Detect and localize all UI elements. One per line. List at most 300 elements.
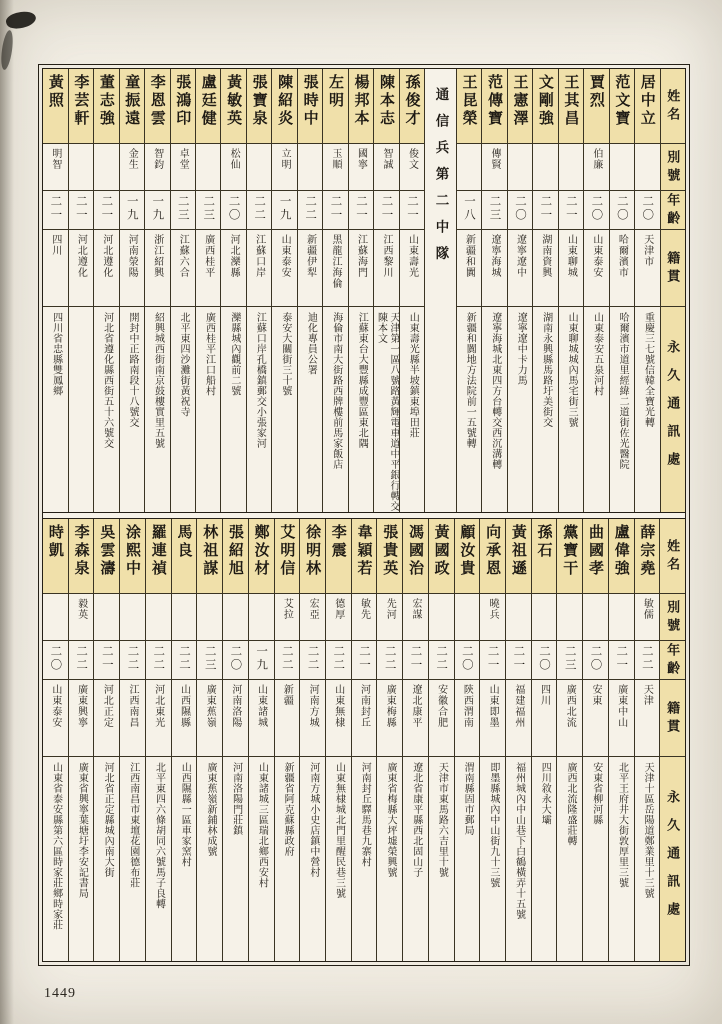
person-address-cell <box>609 756 634 962</box>
person-column <box>172 519 198 962</box>
person-address: 山西隰縣一區車家窯村 <box>179 761 191 867</box>
person-column <box>557 519 583 962</box>
person-address-cell <box>171 306 195 512</box>
person-column <box>508 69 533 512</box>
person-alias: 卓堂 <box>177 148 189 170</box>
person-address-cell <box>247 306 271 512</box>
person-address: 灤縣城內觀前二號 <box>228 312 240 396</box>
person-native-place: 廣東中山 <box>615 683 627 728</box>
person-address: 天津第一區八號路黃輝電車道中平銀行轉交陳本文 <box>375 312 399 512</box>
person-address-cell <box>249 756 274 962</box>
person-age-cell <box>584 190 608 229</box>
person-native-place: 新疆 <box>281 683 293 706</box>
header-address-cell <box>660 756 685 962</box>
person-alias: 國寧 <box>355 148 367 170</box>
person-age: 二三 <box>488 195 501 222</box>
person-alias: 德厚 <box>332 597 344 620</box>
person-address: 廣東省興寧葉塘圩李安記書局 <box>76 761 88 898</box>
unit-column <box>425 69 457 512</box>
person-alias-cell <box>275 593 300 640</box>
person-alias-cell <box>223 593 248 640</box>
header-alias-cell <box>660 593 685 640</box>
person-address: 渭南縣固市郵局 <box>462 761 474 835</box>
person-name-cell <box>94 519 119 593</box>
person-address: 遼北省康平縣西北固山子 <box>410 761 422 877</box>
person-alias-cell <box>221 143 245 190</box>
person-native-place: 廣東興寧 <box>75 683 87 728</box>
person-alias-cell <box>352 593 377 640</box>
unit-label: 通信兵第二中隊 <box>433 87 449 273</box>
person-native-place: 河南方城 <box>307 683 319 728</box>
person-alias-cell <box>609 593 634 640</box>
person-age: 二二 <box>304 195 317 222</box>
person-address-cell <box>69 756 94 962</box>
person-address: 福州城內中山巷下白鶴橫弄十五號 <box>513 761 525 919</box>
person-address: 開封中正路南段十八號交 <box>127 312 139 428</box>
person-age: 二二 <box>75 644 88 672</box>
person-native-cell <box>94 679 119 756</box>
person-name: 薛宗堯 <box>638 523 655 578</box>
person-column <box>533 69 558 512</box>
person-native-place: 安東 <box>589 683 601 706</box>
person-native-cell <box>557 679 582 756</box>
person-alias-cell <box>559 143 583 190</box>
person-native-place: 江西南昌 <box>127 683 139 728</box>
person-native-place: 河北正定 <box>101 683 113 728</box>
person-name: 左明 <box>327 74 344 110</box>
person-name-cell <box>557 519 582 593</box>
person-age: 二〇 <box>227 195 240 222</box>
header-alias-label: 別號 <box>665 599 681 636</box>
person-column <box>400 69 425 512</box>
person-name: 顧汝貴 <box>458 523 475 578</box>
person-age: 二〇 <box>590 195 603 222</box>
person-address-cell <box>197 756 222 962</box>
person-column <box>583 519 609 962</box>
person-age: 二一 <box>409 644 422 672</box>
person-native-place: 四川 <box>49 234 61 256</box>
person-name-cell <box>223 519 248 593</box>
person-age-cell <box>272 190 296 229</box>
person-address: 江西南昌市東壇花園德布莊 <box>127 761 139 888</box>
person-column <box>559 69 584 512</box>
person-address-cell <box>43 756 68 962</box>
person-name: 王其昌 <box>562 74 579 128</box>
person-native-cell <box>247 229 271 306</box>
person-native-cell <box>508 229 532 306</box>
header-native-label: 籍貫 <box>665 251 681 287</box>
person-alias-cell <box>69 143 93 190</box>
person-address-cell <box>506 756 531 962</box>
person-column <box>43 69 68 512</box>
person-address: 江蘇東台大豐縣成豐區東北隅 <box>356 312 368 449</box>
person-native-place: 陝西渭南 <box>461 683 473 728</box>
person-address-cell <box>275 756 300 962</box>
person-native-cell <box>609 679 634 756</box>
person-age: 二二 <box>177 644 190 672</box>
person-address-cell <box>635 306 659 512</box>
person-address-cell <box>455 756 480 962</box>
person-name-cell <box>533 69 557 143</box>
person-alias-cell <box>172 593 197 640</box>
person-name: 鄭汝材 <box>252 523 269 578</box>
person-address: 河南封丘驛馬巷九寨村 <box>359 761 371 867</box>
person-name-cell <box>120 69 144 143</box>
person-name-cell <box>94 69 118 143</box>
person-age: 二〇 <box>641 195 654 222</box>
person-alias-cell <box>298 143 322 190</box>
person-name-cell <box>610 69 634 143</box>
person-address: 天津市東馬路六吉里十號 <box>436 761 448 877</box>
person-alias-cell <box>323 143 347 190</box>
person-age-cell <box>69 640 94 679</box>
person-age-cell <box>403 640 428 679</box>
person-age-cell <box>146 640 171 679</box>
person-age-cell <box>43 640 68 679</box>
person-alias-cell <box>326 593 351 640</box>
person-name-cell <box>272 69 296 143</box>
person-native-cell <box>349 229 373 306</box>
person-alias-cell <box>145 143 169 190</box>
person-age: 二二 <box>253 195 266 222</box>
header-age-label: 年齡 <box>665 642 681 679</box>
person-age: 二一 <box>329 195 342 222</box>
person-native-cell <box>583 679 608 756</box>
person-address-cell <box>429 756 454 962</box>
person-name: 王昆榮 <box>460 74 477 128</box>
person-name: 李震 <box>329 523 346 560</box>
person-name: 文剛強 <box>536 74 553 128</box>
person-native-cell <box>196 229 220 306</box>
person-address-cell <box>146 756 171 962</box>
person-column <box>197 519 223 962</box>
person-age-cell <box>583 640 608 679</box>
person-native-place: 山東壽光 <box>406 234 418 278</box>
person-native-cell <box>221 229 245 306</box>
person-native-place: 天津市 <box>641 234 653 267</box>
person-column <box>532 519 558 962</box>
person-name-cell <box>455 519 480 593</box>
person-name: 盧廷健 <box>199 74 216 128</box>
person-name-cell <box>506 519 531 593</box>
person-name: 羅連禎 <box>149 523 166 578</box>
person-name: 黃敏英 <box>225 74 242 128</box>
person-alias-cell <box>635 143 659 190</box>
person-address: 山東聊城城內馬宅街三號 <box>566 312 578 428</box>
person-age: 二二 <box>306 644 319 672</box>
person-name-cell <box>69 69 93 143</box>
person-name-cell <box>429 519 454 593</box>
person-column <box>247 69 272 512</box>
person-native-cell <box>326 679 351 756</box>
person-alias-cell <box>249 593 274 640</box>
person-address: 廣東省梅縣大坪墟榮興號 <box>384 761 396 877</box>
person-address-cell <box>145 306 169 512</box>
person-native-cell <box>172 679 197 756</box>
person-age: 二二 <box>332 644 345 672</box>
person-address-cell <box>69 306 93 512</box>
person-name: 黨寶干 <box>561 523 578 578</box>
person-alias-cell <box>455 593 480 640</box>
person-age: 二一 <box>512 644 525 672</box>
person-address-cell <box>457 306 481 512</box>
person-alias-cell <box>120 143 144 190</box>
person-age: 二一 <box>539 195 552 222</box>
person-age: 二〇 <box>229 644 242 672</box>
person-address-cell <box>300 756 325 962</box>
person-name: 韋穎若 <box>355 523 372 578</box>
person-native-cell <box>249 679 274 756</box>
person-column <box>506 519 532 962</box>
person-native-cell <box>584 229 608 306</box>
person-native-cell <box>69 679 94 756</box>
person-column <box>272 69 297 512</box>
person-age-cell <box>43 190 67 229</box>
person-age: 二〇 <box>513 195 526 222</box>
ink-smudge <box>5 9 38 32</box>
person-address: 遼寧海城北東四方台轉交西沉溝轉 <box>489 312 501 470</box>
person-address-cell <box>120 306 144 512</box>
person-address: 北平東四六條胡同六號馬子良轉 <box>153 761 165 909</box>
person-native-place: 山東泰安 <box>49 683 61 728</box>
person-native-place: 江蘇海門 <box>355 234 367 278</box>
person-age: 二一 <box>49 195 62 222</box>
person-native-place: 廣西北流 <box>564 683 576 728</box>
person-address-cell <box>635 756 660 962</box>
person-column <box>249 519 275 962</box>
person-address: 山東無棣城北門里醒民巷三號 <box>333 761 345 898</box>
person-age-cell <box>557 640 582 679</box>
person-alias-cell <box>171 143 195 190</box>
person-address-cell <box>480 756 505 962</box>
person-native-cell <box>480 679 505 756</box>
person-address: 安東省柳河縣 <box>590 761 602 825</box>
person-alias: 先河 <box>384 597 396 620</box>
person-name-cell <box>323 69 347 143</box>
person-name-cell <box>171 69 195 143</box>
person-name-cell <box>532 519 557 593</box>
person-native-place: 河南封丘 <box>358 683 370 728</box>
person-alias-cell <box>533 143 557 190</box>
person-age: 二一 <box>380 195 393 222</box>
person-age-cell <box>172 640 197 679</box>
person-alias-cell <box>247 143 271 190</box>
person-name-cell <box>635 519 660 593</box>
person-column <box>221 69 246 512</box>
header-address-cell <box>661 306 685 512</box>
person-alias: 立明 <box>279 148 291 170</box>
person-address: 山東壽光縣半坡鎮東埠田莊 <box>407 312 419 438</box>
person-age: 二一 <box>486 644 499 672</box>
person-native-place: 浙江紹興 <box>151 234 163 278</box>
person-alias-cell <box>583 593 608 640</box>
person-age: 二三 <box>563 644 576 672</box>
person-alias-cell <box>43 143 67 190</box>
person-name: 童振遠 <box>123 74 140 128</box>
person-name-cell <box>69 519 94 593</box>
person-address: 四川敘永大壩 <box>539 761 551 825</box>
person-address: 天津十區岳陽道鄭業里十三號 <box>642 761 654 898</box>
person-age: 二一 <box>358 644 371 672</box>
person-address: 重慶三七號信韓全寶光轉 <box>642 312 654 428</box>
person-age-cell <box>349 190 373 229</box>
person-age-cell <box>480 640 505 679</box>
person-name: 孫俊才 <box>403 74 420 128</box>
person-column <box>429 519 455 962</box>
person-native-place: 河南滎陽 <box>126 234 138 278</box>
person-address: 湖南永興縣馬路圩美街交 <box>540 312 552 428</box>
person-age: 二二 <box>383 644 396 672</box>
person-age: 二一 <box>100 195 113 222</box>
roster-section-bottom <box>43 519 685 962</box>
person-native-place: 遼北康平 <box>409 683 421 728</box>
person-name-cell <box>349 69 373 143</box>
person-native-place: 山東泰安 <box>590 234 602 278</box>
person-address: 即墨縣城內中山街九十三號 <box>487 761 499 888</box>
person-alias-cell <box>403 593 428 640</box>
person-address-cell <box>583 756 608 962</box>
person-age-cell <box>326 640 351 679</box>
person-address-cell <box>377 756 402 962</box>
person-age-cell <box>482 190 506 229</box>
person-column <box>120 519 146 962</box>
person-column <box>584 69 609 512</box>
person-age: 二〇 <box>460 644 473 672</box>
person-address-cell <box>352 756 377 962</box>
person-native-cell <box>635 229 659 306</box>
person-native-place: 河北灤縣 <box>228 234 240 278</box>
person-name-cell <box>43 519 68 593</box>
person-alias: 智誠 <box>380 148 392 170</box>
person-name-cell <box>120 519 145 593</box>
person-age: 二一 <box>405 195 418 222</box>
person-address: 紹興城西街南京鼓樓實里五號 <box>152 312 164 449</box>
person-name: 馮國治 <box>406 523 423 578</box>
person-name-cell <box>326 519 351 593</box>
person-address: 廣西北流隆盛莊轉 <box>565 761 577 846</box>
person-age: 二三 <box>203 644 216 672</box>
person-name-cell <box>221 69 245 143</box>
person-native-cell <box>403 679 428 756</box>
person-alias: 伯廉 <box>590 148 602 170</box>
person-address-cell <box>94 756 119 962</box>
header-name-cell <box>660 519 685 593</box>
person-alias-cell <box>94 593 119 640</box>
person-native-place: 河北東光 <box>152 683 164 728</box>
person-alias: 金生 <box>126 148 138 170</box>
person-address: 河南方城小史店鎮中營村 <box>307 761 319 877</box>
person-age: 二一 <box>355 195 368 222</box>
person-age: 一九 <box>255 644 268 672</box>
header-name-label: 姓名 <box>665 538 681 575</box>
person-name: 李芸軒 <box>72 74 89 128</box>
person-native-cell <box>298 229 322 306</box>
person-name: 楊邦本 <box>352 74 369 128</box>
person-native-cell <box>377 679 402 756</box>
person-address-cell <box>272 306 296 512</box>
person-native-place: 新疆伊犁 <box>304 234 316 278</box>
person-native-cell <box>300 679 325 756</box>
person-address: 北平東四沙灘街黃祝寺 <box>177 312 189 417</box>
person-native-place: 山東無棣 <box>332 683 344 728</box>
person-native-place: 河北遵化 <box>75 234 87 278</box>
person-column <box>635 69 660 512</box>
header-native-cell <box>661 229 685 306</box>
person-name: 賈烈 <box>587 74 604 110</box>
person-address: 江蘇口岸孔橋鎮郵交小張家河 <box>254 312 266 449</box>
page-number: 1449 <box>44 986 76 1001</box>
person-alias: 智鈞 <box>151 148 163 170</box>
person-age: 二二 <box>640 644 653 672</box>
person-native-cell <box>610 229 634 306</box>
person-column <box>69 519 95 962</box>
person-name-cell <box>457 69 481 143</box>
person-column <box>43 519 69 962</box>
person-age-cell <box>635 190 659 229</box>
person-address: 河南洛陽門莊鎮 <box>230 761 242 835</box>
person-alias-cell <box>584 143 608 190</box>
person-native-place: 福建福州 <box>512 683 524 728</box>
person-age: 二〇 <box>49 644 62 672</box>
person-column <box>146 519 172 962</box>
person-age-cell <box>429 640 454 679</box>
ink-smudge-small <box>0 29 15 70</box>
person-age-cell <box>559 190 583 229</box>
person-native-place: 廣東梅縣 <box>384 683 396 728</box>
person-name: 陳本志 <box>377 74 394 128</box>
person-age: 二三 <box>176 195 189 222</box>
person-alias-cell <box>120 593 145 640</box>
person-age: 二二 <box>152 644 165 672</box>
person-name: 張鴻印 <box>174 74 191 128</box>
person-address: 山東諸城三區瑞北鄉西安村 <box>256 761 268 888</box>
person-age-cell <box>196 190 220 229</box>
person-native-place: 黑龍江海倫 <box>330 234 342 289</box>
person-column <box>275 519 301 962</box>
header-age-label: 年齡 <box>665 193 681 229</box>
person-native-cell <box>69 229 93 306</box>
header-alias-label: 別號 <box>665 150 681 186</box>
person-age-cell <box>374 190 398 229</box>
person-name-cell <box>145 69 169 143</box>
person-address: 山東泰安五泉河村 <box>591 312 603 396</box>
person-column <box>352 519 378 962</box>
person-name-cell <box>300 519 325 593</box>
person-age-cell <box>120 640 145 679</box>
person-name: 張時中 <box>301 74 318 128</box>
person-alias-cell <box>300 593 325 640</box>
person-alias-cell <box>429 593 454 640</box>
person-native-place: 山東即墨 <box>487 683 499 728</box>
person-age-cell <box>455 640 480 679</box>
person-age-cell <box>94 190 118 229</box>
person-age-cell <box>377 640 402 679</box>
person-age: 一九 <box>151 195 164 222</box>
person-address: 新疆省阿克蘇縣政府 <box>282 761 294 856</box>
person-column <box>94 519 120 962</box>
person-name: 時凱 <box>46 523 63 560</box>
person-name-cell <box>247 69 271 143</box>
header-native-label: 籍貫 <box>665 700 681 737</box>
person-native-cell <box>197 679 222 756</box>
person-address: 北平王府井大街敦厚里三號 <box>616 761 628 888</box>
person-age-cell <box>120 190 144 229</box>
header-alias-cell <box>661 143 685 190</box>
person-native-place: 廣西桂平 <box>202 234 214 278</box>
person-alias-cell <box>457 143 481 190</box>
person-column <box>635 519 661 962</box>
person-alias-cell <box>374 143 398 190</box>
